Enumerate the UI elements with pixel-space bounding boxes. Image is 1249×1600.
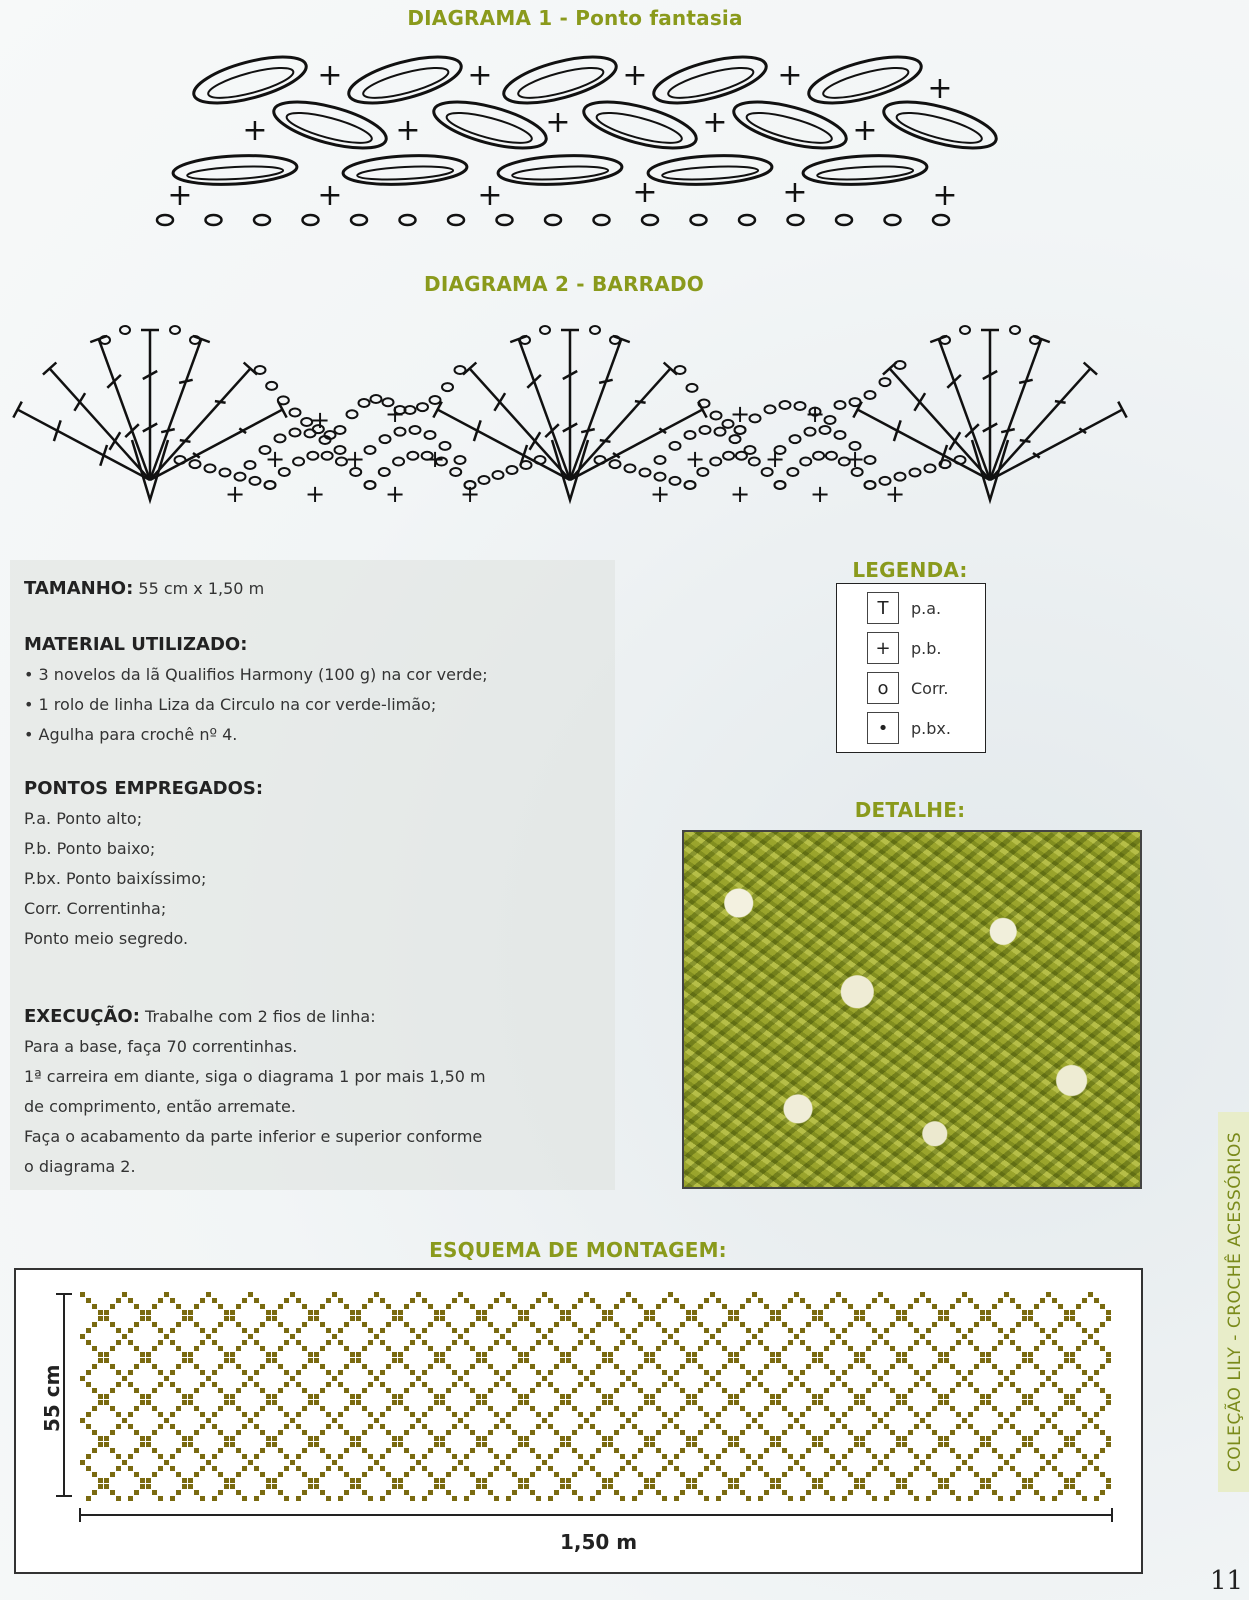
chain-icon bbox=[642, 215, 658, 225]
chain-icon bbox=[450, 468, 461, 476]
material-item: • 3 novelos da lã Qualifios Harmony (100 g) na cor verde; bbox=[24, 660, 488, 690]
chain-icon bbox=[380, 435, 391, 443]
tall-stitch-icon: T bbox=[867, 592, 899, 624]
chain-icon bbox=[266, 382, 277, 390]
chain-icon bbox=[540, 326, 550, 334]
legend-row bbox=[867, 712, 951, 744]
chain-icon bbox=[365, 446, 376, 454]
diagram1-title: DIAGRAMA 1 - Ponto fantasia bbox=[407, 6, 743, 30]
tall-stitch-icon bbox=[990, 410, 1122, 480]
stitch-cross-bar bbox=[527, 375, 541, 388]
chain-icon bbox=[275, 434, 286, 442]
chain-icon bbox=[813, 452, 824, 460]
chain-icon bbox=[497, 215, 513, 225]
chain-icon bbox=[250, 477, 261, 485]
width-dimension-line bbox=[78, 1508, 1114, 1522]
puff-stitch bbox=[342, 153, 467, 187]
material-item: • 1 rolo de linha Liza da Circulo na cor verde-limão; bbox=[24, 690, 488, 720]
stitch-cross-bar bbox=[180, 440, 191, 442]
stitch-cross-bar bbox=[179, 380, 193, 383]
lattice-schema bbox=[80, 1292, 1110, 1498]
chain-icon bbox=[670, 442, 681, 450]
chain-icon bbox=[700, 426, 711, 434]
stitch-cross-bar bbox=[914, 393, 925, 411]
chain-icon bbox=[322, 452, 333, 460]
chain-icon bbox=[335, 426, 346, 434]
chain-icon bbox=[393, 458, 404, 466]
material-section bbox=[24, 630, 488, 750]
stitch-cross-bar bbox=[215, 401, 226, 403]
chain-icon bbox=[545, 215, 561, 225]
tall-stitch-icon bbox=[990, 339, 1041, 480]
plus-icon: + bbox=[344, 445, 366, 473]
chain-icon bbox=[750, 414, 761, 422]
stitches-title: PONTOS EMPREGADOS: bbox=[24, 778, 264, 799]
stitch-cross-bar bbox=[947, 375, 961, 388]
chain-icon bbox=[206, 215, 222, 225]
chain-icon bbox=[895, 361, 906, 369]
stitch-item: P.bx. Ponto baixíssimo; bbox=[24, 869, 207, 888]
chain-icon bbox=[850, 398, 861, 406]
chain-icon bbox=[655, 456, 666, 464]
chain-icon bbox=[157, 215, 173, 225]
legend-label: p.b. bbox=[911, 638, 942, 658]
chain-icon bbox=[836, 215, 852, 225]
chain-icon bbox=[739, 215, 755, 225]
chain-icon bbox=[245, 461, 256, 469]
execution-line: o diagrama 2. bbox=[24, 1157, 136, 1176]
execution-line: Para a base, faça 70 correntinhas. bbox=[24, 1037, 298, 1056]
schema-title: ESQUEMA DE MONTAGEM: bbox=[429, 1238, 727, 1262]
chain-icon bbox=[521, 461, 532, 469]
chain-icon bbox=[410, 426, 421, 434]
chain-icon bbox=[805, 428, 816, 436]
stitch-cross-bar bbox=[107, 375, 121, 388]
chain-icon bbox=[205, 464, 216, 472]
chain-icon bbox=[120, 326, 130, 334]
plus-icon: + bbox=[884, 480, 906, 508]
plus-icon: + bbox=[467, 58, 493, 93]
plus-icon: + bbox=[622, 58, 648, 93]
plus-icon: + bbox=[702, 105, 728, 140]
chain-icon bbox=[254, 215, 270, 225]
chain-icon bbox=[455, 366, 466, 374]
stitch-cross-bar bbox=[600, 440, 611, 442]
plus-icon: + bbox=[809, 480, 831, 508]
chain-icon bbox=[293, 458, 304, 466]
execution-line: Faça o acabamento da parte inferior e superior conforme bbox=[24, 1127, 483, 1146]
chain-icon bbox=[933, 215, 949, 225]
plus-icon: + bbox=[632, 175, 658, 210]
puff-stitch bbox=[647, 153, 772, 187]
execution-line: de comprimento, então arremate. bbox=[24, 1097, 296, 1116]
chain-icon bbox=[290, 409, 301, 417]
plus-icon: + bbox=[729, 400, 751, 428]
chain-icon bbox=[723, 452, 734, 460]
stitch-item: P.b. Ponto baixo; bbox=[24, 839, 156, 858]
chain-icon bbox=[594, 215, 610, 225]
chain-icon bbox=[371, 395, 382, 403]
execution-intro: Trabalhe com 2 fios de linha: bbox=[145, 1007, 376, 1026]
stitch-cross-bar bbox=[1019, 380, 1033, 383]
chain-icon bbox=[675, 366, 686, 374]
plus-icon: + bbox=[844, 445, 866, 473]
chain-icon bbox=[395, 428, 406, 436]
plus-icon: + bbox=[167, 178, 193, 213]
dot-icon: • bbox=[867, 712, 899, 744]
execution-section bbox=[24, 1002, 486, 1182]
plus-icon: + bbox=[395, 113, 421, 148]
execution-line: 1ª carreira em diante, siga o diagrama 1 por mais 1,50 m bbox=[24, 1067, 486, 1086]
chain-icon bbox=[670, 477, 681, 485]
chain-icon bbox=[865, 481, 876, 489]
chain-icon bbox=[379, 468, 390, 476]
diagram2-chart bbox=[40, 310, 1110, 520]
chain-icon bbox=[730, 435, 741, 443]
chain-icon bbox=[780, 401, 791, 409]
chain-icon bbox=[430, 396, 441, 404]
plus-icon: + bbox=[927, 71, 953, 106]
chain-icon bbox=[220, 469, 231, 477]
crochet-detail-photo bbox=[682, 830, 1142, 1189]
chain-icon bbox=[960, 326, 970, 334]
chain-icon bbox=[290, 429, 301, 437]
height-label: 55 cm bbox=[40, 1364, 64, 1432]
stitches-section bbox=[24, 774, 263, 954]
chain-icon bbox=[278, 396, 289, 404]
plus-icon: + bbox=[867, 632, 899, 664]
plus-icon: + bbox=[649, 480, 671, 508]
stitch-cross-bar bbox=[494, 393, 505, 411]
chain-icon bbox=[865, 456, 876, 464]
chain-icon bbox=[479, 476, 490, 484]
chain-icon bbox=[407, 452, 418, 460]
stitch-cross-bar bbox=[161, 429, 175, 432]
chain-icon bbox=[910, 469, 921, 477]
legend-box bbox=[836, 583, 986, 753]
chain-icon bbox=[685, 481, 696, 489]
size-value: 55 cm x 1,50 m bbox=[138, 579, 265, 598]
plus-icon: + bbox=[852, 113, 878, 148]
plus-icon: + bbox=[264, 445, 286, 473]
chain-icon bbox=[711, 412, 722, 420]
chain-icon bbox=[365, 481, 376, 489]
legend-label: p.bx. bbox=[911, 718, 951, 738]
tall-stitch-icon bbox=[438, 410, 570, 480]
legend-row bbox=[867, 632, 941, 664]
plus-icon: + bbox=[224, 480, 246, 508]
chain-icon bbox=[745, 446, 756, 454]
chain-icon bbox=[359, 399, 370, 407]
tall-stitch-icon bbox=[990, 369, 1090, 480]
chain-icon bbox=[347, 410, 358, 418]
chain-icon bbox=[795, 402, 806, 410]
chain-icon bbox=[442, 383, 453, 391]
detail-title: DETALHE: bbox=[854, 798, 966, 822]
plus-icon: + bbox=[545, 105, 571, 140]
chain-icon bbox=[255, 366, 266, 374]
plus-icon: + bbox=[317, 178, 343, 213]
stitch-item: Ponto meio segredo. bbox=[24, 929, 189, 948]
plus-icon: + bbox=[782, 175, 808, 210]
chain-icon bbox=[685, 431, 696, 439]
chain-icon bbox=[765, 405, 776, 413]
width-label: 1,50 m bbox=[560, 1530, 638, 1554]
chain-icon bbox=[307, 452, 318, 460]
chain-icon bbox=[687, 384, 698, 392]
puff-stitch bbox=[802, 153, 927, 187]
plus-icon: + bbox=[309, 406, 331, 434]
collection-label: COLEÇÃO LILY - CROCHÊ ACESSÓRIOS bbox=[1225, 1131, 1245, 1473]
chain-icon bbox=[691, 215, 707, 225]
chain-icon bbox=[800, 458, 811, 466]
chain-icon bbox=[417, 403, 428, 411]
chain-icon bbox=[787, 468, 798, 476]
plus-icon: + bbox=[317, 58, 343, 93]
stitch-cross-bar bbox=[545, 424, 559, 437]
chain-icon bbox=[835, 401, 846, 409]
stitch-cross-bar bbox=[599, 380, 613, 383]
stitch-cross-bar bbox=[635, 401, 646, 403]
chain-icon bbox=[640, 469, 651, 477]
diagram1-chart bbox=[150, 40, 980, 240]
chain-icon: o bbox=[867, 672, 899, 704]
chain-icon bbox=[790, 435, 801, 443]
stitch-cross-bar bbox=[581, 429, 595, 432]
legend-label: Corr. bbox=[911, 678, 949, 698]
chain-icon bbox=[865, 391, 876, 399]
plus-icon: + bbox=[777, 58, 803, 93]
plus-icon: + bbox=[459, 480, 481, 508]
lattice-pattern bbox=[80, 1292, 1111, 1501]
material-item: • Agulha para crochê nº 4. bbox=[24, 720, 488, 750]
plus-icon: + bbox=[477, 178, 503, 213]
stitch-cross-bar bbox=[125, 424, 139, 437]
stitch-cross-bar bbox=[1020, 440, 1031, 442]
chain-icon bbox=[265, 481, 276, 489]
plus-icon: + bbox=[384, 480, 406, 508]
chain-icon bbox=[507, 466, 518, 474]
chain-icon bbox=[835, 431, 846, 439]
chain-icon bbox=[775, 481, 786, 489]
chain-icon bbox=[493, 471, 504, 479]
size-section bbox=[24, 574, 264, 604]
legend-row bbox=[867, 592, 941, 624]
chain-icon bbox=[826, 452, 837, 460]
plus-icon: + bbox=[242, 113, 268, 148]
chain-icon bbox=[170, 326, 180, 334]
plus-icon: + bbox=[304, 480, 326, 508]
plus-icon: + bbox=[424, 445, 446, 473]
chain-icon bbox=[625, 464, 636, 472]
legend-row bbox=[867, 672, 948, 704]
stitch-item: Corr. Correntinha; bbox=[24, 899, 167, 918]
stitch-cross-bar bbox=[965, 424, 979, 437]
execution-label: EXECUÇÃO: bbox=[24, 1006, 140, 1027]
chain-icon bbox=[715, 428, 726, 436]
chain-icon bbox=[400, 215, 416, 225]
chain-icon bbox=[190, 460, 201, 468]
diagram2-title: DIAGRAMA 2 - BARRADO bbox=[424, 272, 704, 296]
plus-icon: + bbox=[729, 480, 751, 508]
plus-icon: + bbox=[804, 400, 826, 428]
stitch-cross-bar bbox=[1001, 429, 1015, 432]
legend-label: p.a. bbox=[911, 598, 942, 618]
chain-icon bbox=[335, 446, 346, 454]
plus-icon: + bbox=[384, 400, 406, 428]
chain-icon bbox=[825, 416, 836, 424]
page-number: 11 bbox=[1210, 1566, 1244, 1596]
plus-icon: + bbox=[764, 445, 786, 473]
size-label: TAMANHO: bbox=[24, 578, 134, 599]
chain-icon bbox=[1010, 326, 1020, 334]
chain-icon bbox=[885, 215, 901, 225]
chain-icon bbox=[425, 431, 436, 439]
plus-icon: + bbox=[932, 178, 958, 213]
tall-stitch-icon bbox=[99, 339, 150, 480]
stitch-cross-bar bbox=[530, 432, 541, 450]
chain-icon bbox=[710, 458, 721, 466]
chain-icon bbox=[455, 456, 466, 464]
chain-icon bbox=[448, 215, 464, 225]
chain-icon bbox=[880, 378, 891, 386]
legend-title: LEGENDA: bbox=[852, 558, 968, 582]
chain-icon bbox=[788, 215, 804, 225]
material-title: MATERIAL UTILIZADO: bbox=[24, 634, 248, 655]
chain-icon bbox=[351, 215, 367, 225]
chain-icon bbox=[925, 464, 936, 472]
chain-icon bbox=[610, 460, 621, 468]
stitch-cross-bar bbox=[74, 393, 85, 411]
chain-icon bbox=[749, 458, 760, 466]
chain-icon bbox=[590, 326, 600, 334]
puff-stitch bbox=[497, 153, 622, 187]
chain-icon bbox=[303, 215, 319, 225]
stitch-cross-bar bbox=[1055, 401, 1066, 403]
stitch-cross-bar bbox=[110, 432, 121, 450]
stitch-cross-bar bbox=[950, 432, 961, 450]
plus-icon: + bbox=[684, 445, 706, 473]
stitch-item: P.a. Ponto alto; bbox=[24, 809, 143, 828]
